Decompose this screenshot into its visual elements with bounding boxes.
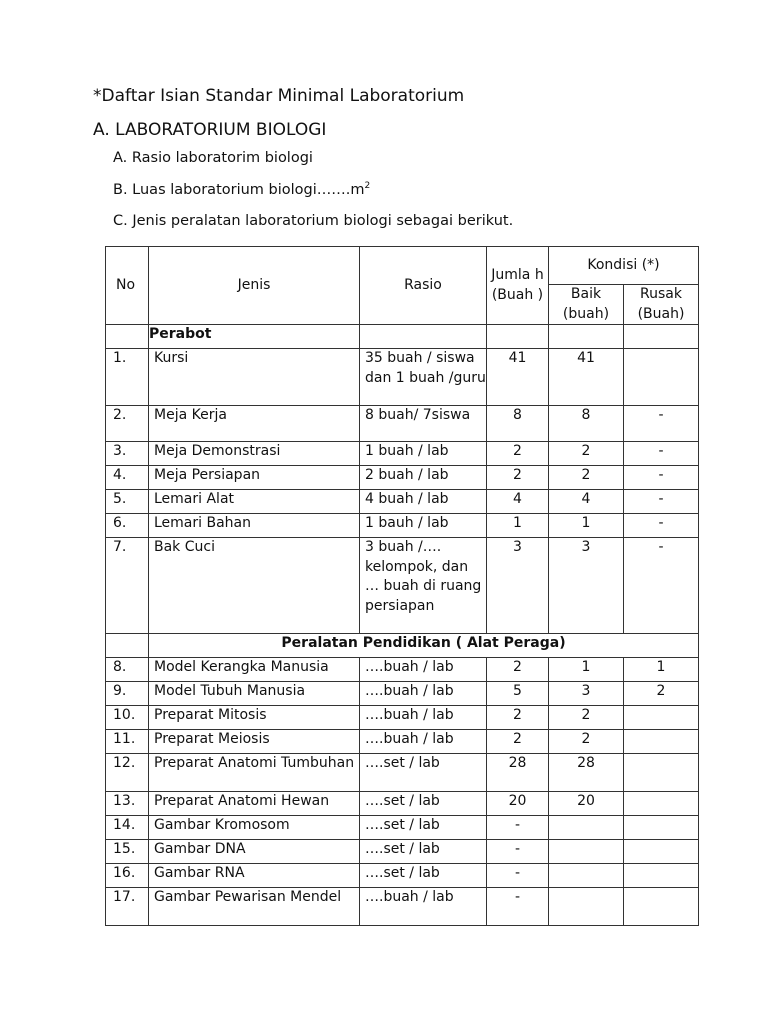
header-baik: Baik (buah): [549, 285, 624, 325]
item-b: [113, 181, 370, 198]
document-title: *Daftar Isian Standar Minimal Laboratorium: [93, 86, 465, 106]
row-rusak: -: [624, 490, 699, 514]
group-empty-cell: [624, 325, 699, 349]
row-rusak: [624, 888, 699, 926]
row-rasio: 1 buah / lab: [360, 442, 487, 466]
table-row: [106, 840, 699, 864]
row-rusak: [624, 792, 699, 816]
row-rusak: -: [624, 466, 699, 490]
row-jumlah: 20: [487, 792, 549, 816]
header-jenis: Jenis: [149, 247, 360, 325]
item-a-text: A. Rasio laboratorim biologi: [113, 150, 313, 166]
row-jumlah: 4: [487, 490, 549, 514]
table-row: [106, 816, 699, 840]
table-row: [106, 538, 699, 634]
row-rasio: ….set / lab: [360, 792, 487, 816]
header-kondisi: Kondisi (*): [549, 247, 699, 285]
row-jenis: Lemari Alat: [149, 490, 360, 514]
row-jenis: Model Kerangka Manusia: [149, 658, 360, 682]
row-no: 8.: [106, 658, 149, 682]
row-rusak: [624, 840, 699, 864]
row-no: 3.: [106, 442, 149, 466]
row-jenis: Gambar Kromosom: [149, 816, 360, 840]
table-row: [106, 406, 699, 442]
row-jumlah: -: [487, 840, 549, 864]
row-rasio: ….set / lab: [360, 840, 487, 864]
row-jumlah: 2: [487, 730, 549, 754]
row-rusak: 2: [624, 682, 699, 706]
row-baik: 8: [549, 406, 624, 442]
row-jenis: Preparat Anatomi Tumbuhan: [149, 754, 360, 792]
row-no: 2.: [106, 406, 149, 442]
row-jumlah: 1: [487, 514, 549, 538]
row-jenis: Gambar Pewarisan Mendel: [149, 888, 360, 926]
row-rasio: 35 buah / siswa dan 1 buah /guru: [360, 349, 487, 406]
row-no: 7.: [106, 538, 149, 634]
row-baik: [549, 816, 624, 840]
row-jenis: Kursi: [149, 349, 360, 406]
row-rasio: 8 buah/ 7siswa: [360, 406, 487, 442]
item-c-text: C. Jenis peralatan laboratorium biologi sebagai berikut.: [113, 213, 514, 229]
row-jenis: Gambar RNA: [149, 864, 360, 888]
row-rasio: ….buah / lab: [360, 730, 487, 754]
row-baik: [549, 864, 624, 888]
row-rusak: [624, 754, 699, 792]
table-row: [106, 888, 699, 926]
row-rusak: [624, 706, 699, 730]
row-jenis: Model Tubuh Manusia: [149, 682, 360, 706]
row-baik: 2: [549, 706, 624, 730]
table-row: [106, 514, 699, 538]
row-no: 17.: [106, 888, 149, 926]
row-jenis: Meja Kerja: [149, 406, 360, 442]
row-rasio: ….buah / lab: [360, 682, 487, 706]
row-no: 6.: [106, 514, 149, 538]
group-title: Peralatan Pendidikan ( Alat Peraga): [149, 634, 699, 658]
row-rasio: ….buah / lab: [360, 658, 487, 682]
table-row: [106, 466, 699, 490]
row-jumlah: 5: [487, 682, 549, 706]
row-baik: 3: [549, 538, 624, 634]
table-row: [106, 792, 699, 816]
section-heading: A. LABORATORIUM BIOLOGI: [93, 120, 327, 140]
row-rusak: [624, 349, 699, 406]
row-jumlah: 2: [487, 706, 549, 730]
row-rusak: -: [624, 406, 699, 442]
header-jumlah: Jumla h (Buah ): [487, 247, 549, 325]
header-rasio: Rasio: [360, 247, 487, 325]
table-row: [106, 442, 699, 466]
row-jumlah: 28: [487, 754, 549, 792]
row-rasio: 3 buah /…. kelompok, dan … buah di ruang persiapan: [360, 538, 487, 634]
row-jenis: Gambar DNA: [149, 840, 360, 864]
row-rasio: ….set / lab: [360, 754, 487, 792]
row-baik: [549, 840, 624, 864]
row-no: 14.: [106, 816, 149, 840]
row-baik: [549, 888, 624, 926]
row-rasio: 2 buah / lab: [360, 466, 487, 490]
row-jumlah: 2: [487, 658, 549, 682]
header-no: No: [106, 247, 149, 325]
table-row: [106, 730, 699, 754]
row-rusak: -: [624, 442, 699, 466]
table-row: [106, 864, 699, 888]
row-baik: 28: [549, 754, 624, 792]
group-empty-cell: [487, 325, 549, 349]
row-rasio: 4 buah / lab: [360, 490, 487, 514]
row-rusak: [624, 730, 699, 754]
row-baik: 20: [549, 792, 624, 816]
row-rusak: 1: [624, 658, 699, 682]
row-baik: 2: [549, 730, 624, 754]
table-row: [106, 349, 699, 406]
row-jumlah: 2: [487, 442, 549, 466]
group-no-cell: [106, 325, 149, 349]
group-no-cell: [106, 634, 149, 658]
item-b-text: B. Luas laboratorium biologi…….m: [113, 182, 365, 198]
group-title: Perabot: [149, 325, 360, 349]
row-rasio: ….buah / lab: [360, 706, 487, 730]
row-jumlah: 8: [487, 406, 549, 442]
row-jumlah: -: [487, 816, 549, 840]
row-rasio: ….buah / lab: [360, 888, 487, 926]
row-baik: 2: [549, 466, 624, 490]
row-rusak: -: [624, 538, 699, 634]
row-no: 10.: [106, 706, 149, 730]
row-no: 16.: [106, 864, 149, 888]
row-jumlah: -: [487, 864, 549, 888]
row-no: 12.: [106, 754, 149, 792]
row-no: 15.: [106, 840, 149, 864]
row-baik: 1: [549, 658, 624, 682]
row-jumlah: 41: [487, 349, 549, 406]
row-rasio: ….set / lab: [360, 864, 487, 888]
group-row: [106, 634, 699, 658]
row-baik: 41: [549, 349, 624, 406]
group-row: [106, 325, 699, 349]
row-baik: 3: [549, 682, 624, 706]
equipment-table: [105, 246, 699, 926]
row-jumlah: 2: [487, 466, 549, 490]
row-no: 5.: [106, 490, 149, 514]
item-c: [113, 213, 513, 229]
row-rasio: ….set / lab: [360, 816, 487, 840]
row-jenis: Meja Persiapan: [149, 466, 360, 490]
row-rusak: -: [624, 514, 699, 538]
row-no: 11.: [106, 730, 149, 754]
table-row: [106, 658, 699, 682]
header-rusak: Rusak (Buah): [624, 285, 699, 325]
row-jenis: Lemari Bahan: [149, 514, 360, 538]
row-jenis: Preparat Anatomi Hewan: [149, 792, 360, 816]
row-jenis: Preparat Mitosis: [149, 706, 360, 730]
row-rusak: [624, 864, 699, 888]
row-no: 1.: [106, 349, 149, 406]
row-baik: 1: [549, 514, 624, 538]
row-baik: 2: [549, 442, 624, 466]
row-no: 4.: [106, 466, 149, 490]
table-row: [106, 682, 699, 706]
header-row: [106, 247, 699, 285]
item-b-superscript: 2: [364, 181, 371, 191]
group-empty-cell: [360, 325, 487, 349]
table-row: [106, 490, 699, 514]
table-row: [106, 754, 699, 792]
row-jenis: Preparat Meiosis: [149, 730, 360, 754]
row-no: 9.: [106, 682, 149, 706]
group-empty-cell: [549, 325, 624, 349]
table-row: [106, 706, 699, 730]
row-no: 13.: [106, 792, 149, 816]
row-rasio: 1 bauh / lab: [360, 514, 487, 538]
row-jumlah: -: [487, 888, 549, 926]
item-a: [113, 150, 313, 166]
row-baik: 4: [549, 490, 624, 514]
row-rusak: [624, 816, 699, 840]
row-jenis: Bak Cuci: [149, 538, 360, 634]
row-jumlah: 3: [487, 538, 549, 634]
row-jenis: Meja Demonstrasi: [149, 442, 360, 466]
